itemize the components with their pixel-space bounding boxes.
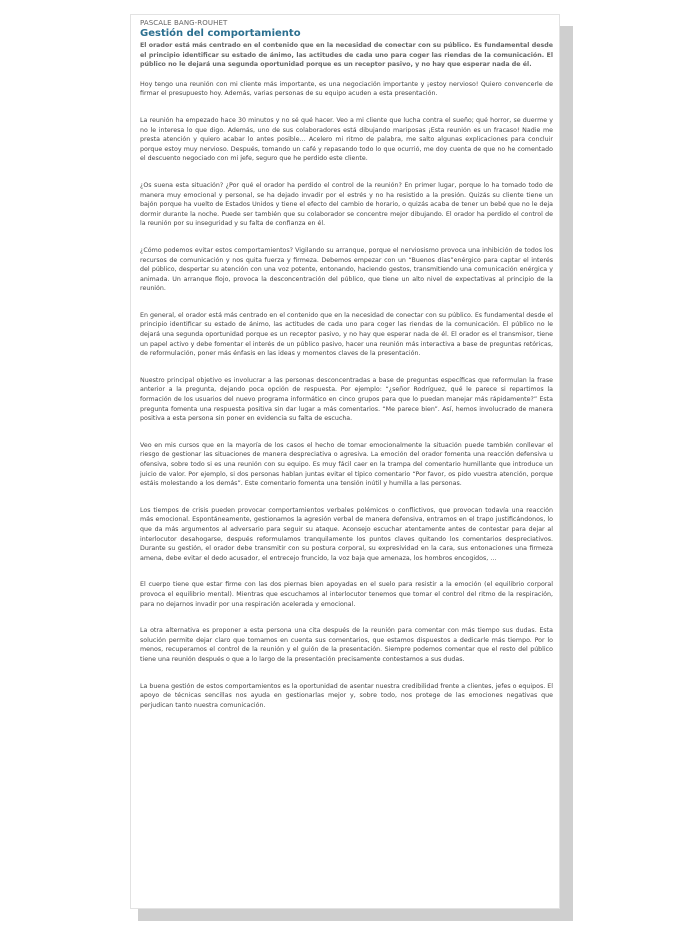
article-page bbox=[130, 14, 560, 909]
article-paragraph: En general, el orador está más centrado en el contenido que en la necesidad de conectar con su público. Es fundamental desde el principio identificar su estado de ánimo, las actitudes de cada uno para coger las riendas de la comunicación. El público no le dejará una segunda oportunidad porque es un receptor pasivo, y no hay que esperar nada de él. El orador es el transmisor, tiene un papel activo y debe fomentar el interés de un público pasivo, hacer una reunión más interactiva a base de preguntas retóricas, de reformulación, poner más énfasis en las ideas y momentos claves de la presentación. bbox=[140, 311, 553, 358]
article-paragraph: La otra alternativa es proponer a esta persona una cita después de la reunión para comentar con más tiempo sus dudas. Esta solución permite dejar claro que tomamos en cuenta sus comentarios, que estamos dispuestos a dedicarle más tiempo. Por lo menos, recuperamos el control de la reunión y el guión de la presentación. Siempre podemos comentar que el resto del público tiene una reunión después o que a lo largo de la presentación precisamente contestamos a sus dudas. bbox=[140, 627, 553, 663]
article-paragraph: La buena gestión de estos comportamientos es la oportunidad de asentar nuestra credibilidad frente a clientes, jefes o equipos. El apoyo de técnicas sencillas nos ayuda en gestionarlas mejor y, sobre todo, nos protege de las emociones negativas que perjudican tanto nuestra comunicación. bbox=[140, 682, 553, 709]
article-paragraph: ¿Cómo podemos evitar estos comportamientos? Vigilando su arranque, porque el nerviosismo provoca una inhibición de todos los recursos de comunicación y nos quita fuerza y firmeza. Debemos empezar con un “Buenos días”enérgico para captar el interés del público, despertar su atención con una voz potente, entonando, haciendo gestos, transmitiendo una comunicación enérgica y animada. Un arranque flojo, provoca la desconcentración del público, que tiene un alto nivel de expectativas al principio de la reunión. bbox=[140, 246, 553, 293]
article-paragraph: Los tiempos de crisis pueden provocar comportamientos verbales polémicos o conflictivos, que provocan todavía una reacción más emocional. Espontáneamente, gestionamos la agresión verbal de manera defensiva, entramos en el trapo justificándonos, lo que da más argumentos al adversario para seguir su ataque. Aconsejo escuchar atentamente antes de contestar para dejar al interlocutor desahogarse, después reformulamos tranquilamente los puntos claves quitando los comentarios despreciativos. Durante su gestión, el orador debe transmitir con su postura corporal, su expresividad en la cara, sus entonaciones una firmeza amena, debe evitar el dedo acusador, el entrecejo fruncido, la voz baja que amenaza, los hombros encogidos, … bbox=[140, 506, 553, 562]
article-lead: El orador está más centrado en el contenido que en la necesidad de conectar con su público. Es fundamental desde el principio identificar su estado de ánimo, las actitudes de cada uno para coger las riendas de la comunicación. El público no le dejará una segunda oportunidad porque es un receptor pasivo, y no hay que esperar nada de él. bbox=[140, 42, 553, 69]
article-paragraph: Veo en mis cursos que en la mayoría de los casos el hecho de tomar emocionalmente la situación puede también conllevar el riesgo de gestionar las situaciones de manera despreciativa o agresiva. La emoción del orador fomenta una reacción defensiva u ofensiva, sobre todo si es una reunión con su equipo. Es muy fácil caer en la trampa del comentario humillante que introduce un juicio de valor. Por ejemplo, si dos personas hablan juntas evitar el típico comentario “Por favor, os pido vuestra atención, porque estáis molestando a los demás”. Este comentario fomenta una tensión inútil y humilla a las personas. bbox=[140, 441, 553, 488]
article-title: Gestión del comportamiento bbox=[140, 28, 301, 39]
article-paragraph: El cuerpo tiene que estar firme con las dos piernas bien apoyadas en el suelo para resistir a la emoción (el equilibrio corporal provoca el equilibrio mental). Mientras que escuchamos al interlocutor tenemos que tomar el control del ritmo de la respiración, para no dejarnos invadir por una respiración acelerada y emocional. bbox=[140, 581, 553, 608]
article-body bbox=[140, 80, 553, 711]
article-paragraph: Hoy tengo una reunión con mi cliente más importante, es una negociación importante y ¡estoy nervioso! Quiero convencerle de firmar el presupuesto hoy. Además, varias personas de su equipo acuden a esta presentación. bbox=[140, 80, 553, 98]
article-paragraph: ¿Os suena esta situación? ¿Por qué el orador ha perdido el control de la reunión? En primer lugar, porque lo ha tomado todo de manera muy emocional y personal, se ha dejado invadir por el estrés y no ha resistido a la presión. Quizás su cliente tiene un bajón porque ha vuelto de Estados Unidos y tiene el efecto del cambio de horario, o quizás acaba de tener un bebé que no le deja dormir durante la noche. Puede ser también que su colaborador se concentre mejor dibujando. El orador ha perdido el control de la reunión por su inseguridad y su falta de confianza en él. bbox=[140, 181, 553, 228]
article-paragraph: Nuestro principal objetivo es involucrar a las personas desconcentradas a base de preguntas específicas que reformulan la frase anterior a la pregunta, dejando poca opción de respuesta. Por ejemplo: “¿señor Rodríguez, qué le parece si repartimos la formación de los usuarios del nuevo programa informático en cinco grupos para que lo puedan manejar más rápidamente?” Esta pregunta fomenta una respuesta positiva sin dar lugar a más comentarios. “Me parece bien”. Así, hemos involucrado de manera positiva a esta persona sin poner en evidencia su falta de escucha. bbox=[140, 376, 553, 423]
article-author: PASCALE BANG-ROUHET bbox=[140, 19, 228, 27]
article-paragraph: La reunión ha empezado hace 30 minutos y no sé qué hacer. Veo a mi cliente que lucha contra el sueño; qué horror, se duerme y no le interesa lo que digo. Además, uno de sus colaboradores está dibujando mariposas ¡Esta reunión es un fracaso! Nadie me presta atención y quiero acabar lo antes posible… Acelero mi ritmo de palabra, me salto algunas explicaciones para concluir porque estoy muy nervioso. Después, tomando un café y repasando todo lo que ocurrió, me doy cuenta de que no he comentado el descuento negociado con mi jefe, seguro que he perdido este cliente. bbox=[140, 116, 553, 163]
